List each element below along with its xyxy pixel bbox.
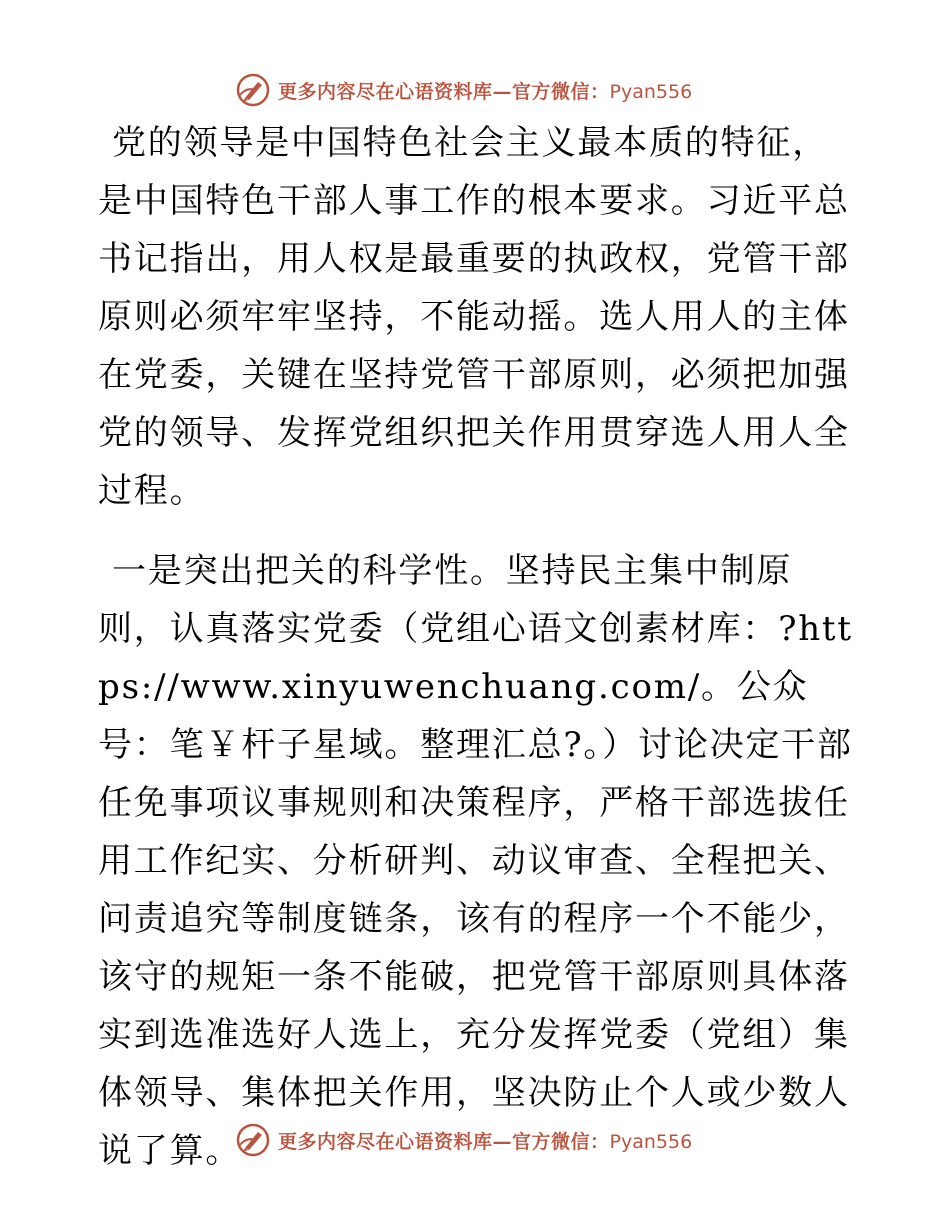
watermark-text: 更多内容尽在心语资料库—官方微信：Pyan556	[278, 1130, 693, 1153]
document-body	[98, 114, 854, 1180]
quill-pen-logo-icon	[236, 73, 270, 107]
watermark-text: 更多内容尽在心语资料库—官方微信：Pyan556	[278, 80, 693, 103]
quill-pen-logo-icon	[236, 1123, 270, 1157]
paragraph-2: 一是突出把关的科学性。坚持民主集中制原则，认真落实党委（党组心语文创素材库：?https://www.xinyuwenchuang.com/。公众号：笔￥杆子星域。整理汇总?。）讨论决定干部任免事项议事规则和决策程序，严格干部选拔任用工作纪实、分析研判、动议审查、全程把关、问责追究等制度链条，该有的程序一个不能少，该守的规矩一条不能破，把党管干部原则具体落实到选准选好人选上，充分发挥党委（党组）集体领导、集体把关作用，坚决防止个人或少数人说了算。	[98, 551, 853, 1171]
footer-watermark	[236, 1122, 692, 1158]
paragraph-1: 党的领导是中国特色社会主义最本质的特征，是中国特色干部人事工作的根本要求。习近平总书记指出，用人权是最重要的执政权，党管干部原则必须牢牢坚持，不能动摇。选人用人的主体在党委，关键在坚持党管干部原则，必须把加强党的领导、发挥党组织把关作用贯穿选人用人全过程。	[98, 123, 850, 511]
header-watermark	[236, 72, 692, 108]
